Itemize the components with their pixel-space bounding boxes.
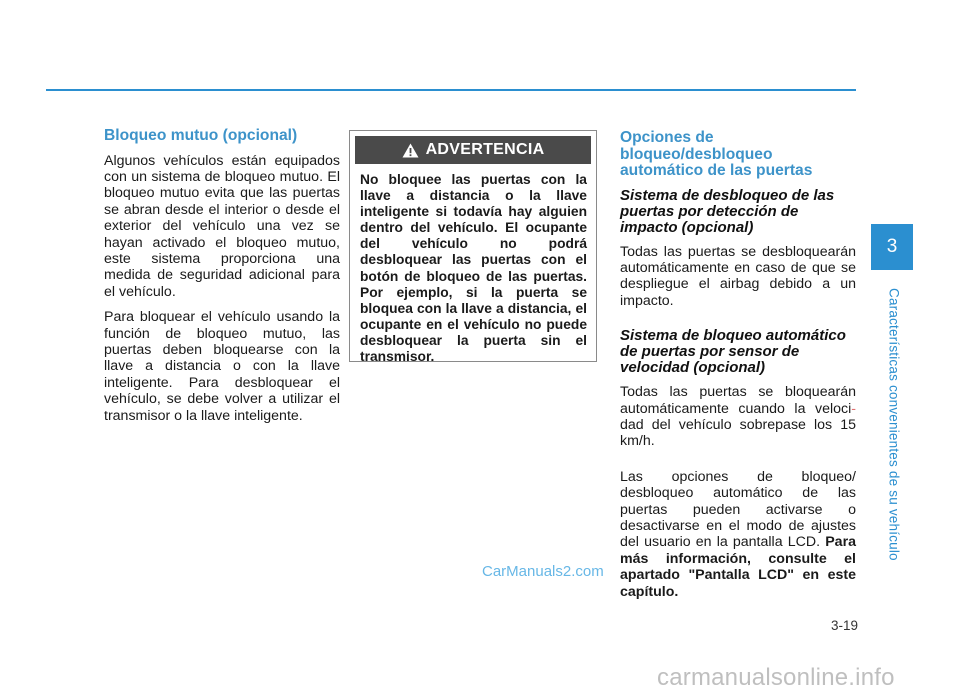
- watermark-carmanuals2: CarManuals2.com: [482, 563, 604, 580]
- paragraph: [620, 384, 856, 450]
- chapter-title: Características convenientes de su vehículo: [886, 288, 902, 561]
- watermark-carmanualsonline: carmanualsonline.info: [657, 664, 895, 691]
- paragraph: [620, 469, 856, 600]
- paragraph: Para bloquear el vehículo usando la función de bloqueo mutuo, las puertas deben bloquearse con la llave a distancia o con la llave inteligente. Para desbloquear el vehículo, se debe volver a utilizar el transmisor o la llave inteligente.: [104, 309, 340, 424]
- paragraph: Algunos vehículos están equipados con un sistema de bloqueo mutuo. El bloqueo mutuo evita que las puertas se abran desde el interior o desde el exterior del vehículo una vez se hayan activado el bloqueo mutuo, este sistema proporciona una medida de seguridad adicional para el vehículo.: [104, 152, 340, 300]
- chapter-tab: 3: [871, 224, 913, 270]
- warning-header: [355, 136, 591, 164]
- warning-triangle-icon: [402, 143, 419, 158]
- warning-box: [349, 130, 597, 365]
- section-heading-bloqueo-mutuo: Bloqueo mutuo (opcional): [104, 127, 298, 144]
- page-number: 3-19: [830, 618, 858, 633]
- soft-hyphen: -: [851, 400, 856, 417]
- right-column: [620, 130, 856, 609]
- paragraph-text: Todas las puertas se bloquearán automáticamente cuando la veloci: [620, 384, 856, 417]
- subheading-desbloqueo-impacto: Sistema de desbloqueo de las puertas por detección de impacto (opcional): [620, 186, 835, 236]
- paragraph-bold-text: Para más información, consulte el apartado "Pantalla LCD" en este capítulo.: [620, 534, 856, 600]
- top-rule: [46, 89, 856, 91]
- warning-title: ADVERTENCIA: [425, 141, 545, 158]
- left-column: [104, 128, 340, 433]
- warning-text: No bloquee las puertas con la llave a distancia o la llave inteligente si todavía hay alguien dentro del vehículo. El ocupante del vehículo no podrá desbloquear las puertas con el botón de bloqueo de las puertas. Por ejemplo, si la puerta se bloquea con la llave a distancia, el ocupante en el vehículo no puede desbloquear la puerta sin el transmisor.: [360, 172, 587, 365]
- section-heading-opciones: Opciones de bloqueo/desbloqueo automático de las puertas: [620, 129, 813, 179]
- paragraph: Todas las puertas se desbloquearán automáticamente en caso de que se despliegue el airbag debido a un impacto.: [620, 243, 856, 309]
- chapter-title-vertical: [884, 288, 904, 561]
- paragraph-text: Las opciones de bloqueo/ desbloqueo automático de las puertas pueden activarse o desactivarse en el modo de ajustes del usuario en la pantalla LCD.: [620, 468, 856, 551]
- paragraph-text: dad del vehículo sobrepase los 15 km/h.: [620, 416, 856, 450]
- subheading-bloqueo-velocidad: Sistema de bloqueo automático de puertas por sensor de velocidad (opcional): [620, 327, 846, 377]
